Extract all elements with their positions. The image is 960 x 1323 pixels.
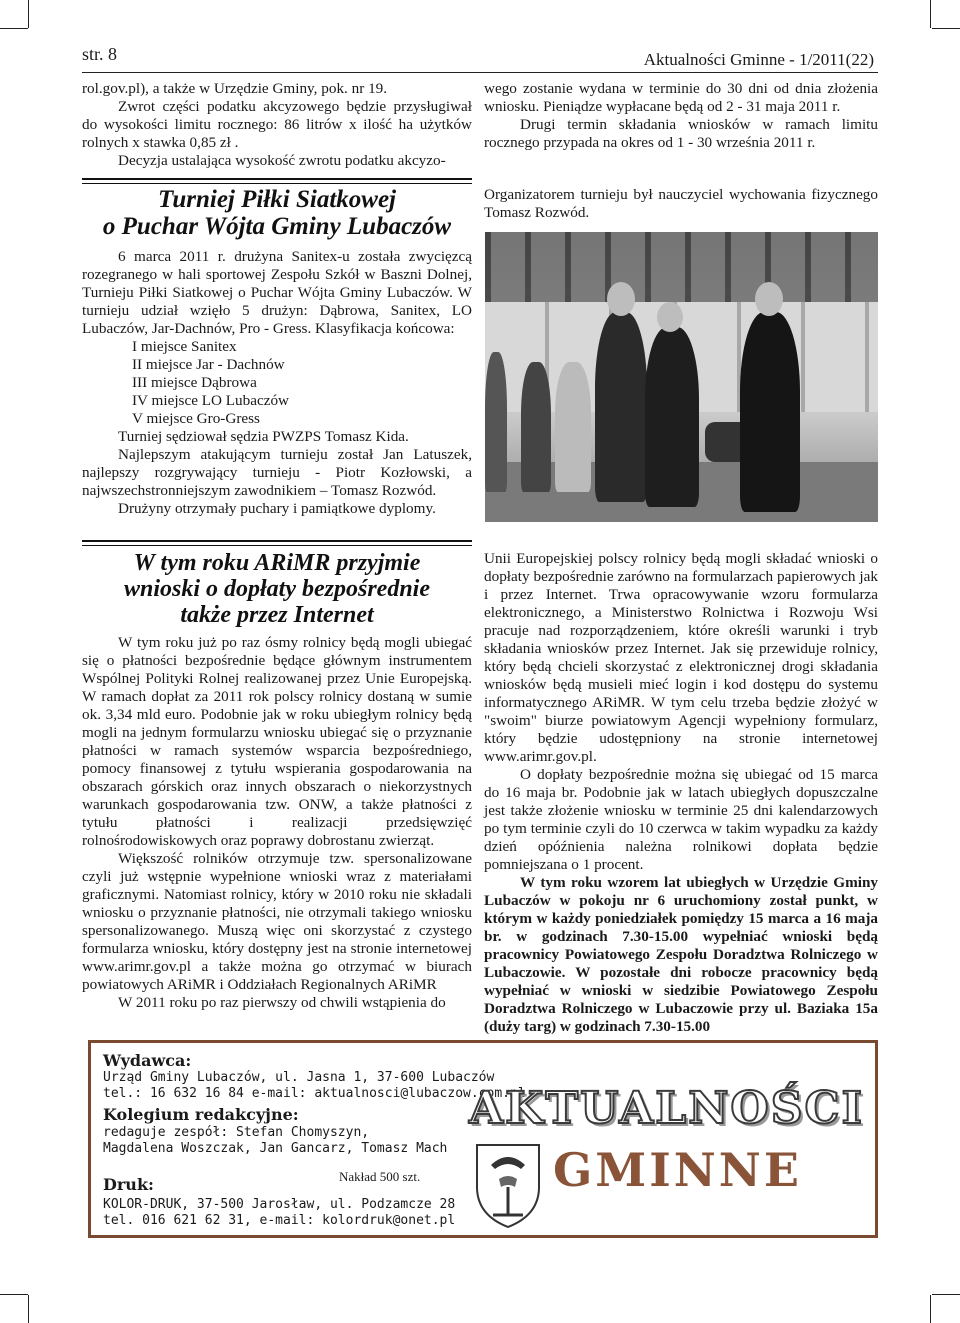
publisher-line: tel.: 16 632 16 84 e-mail: aktualnosci@lubaczow.com.pl — [103, 1086, 526, 1101]
paragraph: W tym roku już po raz ósmy rolnicy będą mogli ubiegać się o płatności bezpośrednie będące głównym instrumentem Wspólnej Polityki Rolnej realizowanej przez Unie Europejską. W ramach dopłat za 2011 rok polscy rolnicy dostaną w sumie ok. 3,34 mld euro. Podobnie jak w roku ubiegłym rolnicy będą mogli na jednym formularzu wniosku ubiegać się o przyznanie płatności w ramach systemów wsparcia bezpośredniego, pomocy finansowej z tytułu wspierania gospodarowania na obszarach górskich oraz innych obszarach o niekorzystnych warunkach gospodarowania tzw. ONW, a także płatności z tytułu płatności i realizacji przedsięwzięć rolnośrodowiskowych oraz poprawy dobrostanu zwierząt. — [82, 634, 472, 849]
paragraph: Drużyny otrzymały puchary i pamiątkowe dyplomy. — [118, 500, 436, 517]
print-line: tel. 016 621 62 31, e-mail: kolordruk@onet.pl — [103, 1213, 456, 1228]
section-divider — [82, 540, 472, 546]
article2-right-column — [484, 550, 878, 1036]
board-line: Magdalena Woszczak, Jan Gancarz, Tomasz Mach — [103, 1141, 448, 1156]
page-number: str. 8 — [82, 44, 118, 64]
paragraph: Większość rolników otrzymuje tzw. spersonalizowane czyli już wstępnie wypełnione wnioski wraz z materiałami graficznymi. Natomiast rolnicy, który w 2010 roku nie składali wniosku o przyznanie płatności, nie otrzymali takiego wniosku spersonalizowanego. Muszą więc oni skorzystać z czystego formularza wniosku, który dostępny jest na stronie internetowej www.arimr.gov.pl a także można go otrzymać w biurach powiatowych ARiMR i Oddziałach Regionalnych ARiMR — [82, 850, 472, 993]
crop-mark — [28, 1295, 29, 1323]
crop-mark — [28, 0, 29, 28]
publisher-heading: Wydawca: — [103, 1051, 192, 1070]
issue-title: Aktualności Gminne - 1/2011(22) — [643, 50, 874, 69]
crop-mark — [932, 28, 960, 29]
crop-mark — [930, 0, 931, 28]
print-heading: Druk: — [103, 1175, 154, 1194]
brand-title: AKTUALNOŚCI — [469, 1083, 865, 1134]
board-heading: Kolegium redakcyjne: — [103, 1105, 299, 1124]
paragraph: O dopłaty bezpośrednie można się ubiegać od 15 marca do 16 maja br. Podobnie jak w latach ubiegłych dopuszczalne jest także złożenie wniosku w terminie 25 dni kalendarzowych po tym terminie czyli do 10 czerwca w takim wypadku za każdy dzień opóźnienia należna rolnikowi dopłata będzie pomniejszana o 1 procent. — [484, 766, 878, 873]
title-line: o Puchar Wójta Gminy Lubaczów — [102, 213, 452, 240]
publisher-line: Urząd Gminy Lubaczów, ul. Jasna 1, 37-600 Lubaczów — [103, 1070, 495, 1085]
section-divider — [82, 178, 472, 184]
ranking-item: III miejsce Dąbrowa — [132, 374, 257, 391]
photo-person — [740, 312, 800, 512]
board-line: redaguje zespół: Stefan Chomyszyn, — [103, 1125, 370, 1140]
title-line: W tym roku ARiMR przyjmie — [133, 550, 421, 576]
masthead-box — [88, 1040, 878, 1238]
photo-head — [755, 282, 783, 316]
paragraph: Turniej sędziował sędzia PWZPS Tomasz Kida. — [118, 428, 409, 445]
ranking-item: I miejsce Sanitex — [132, 338, 237, 355]
paragraph: Organizatorem turnieju był nauczyciel wychowania fizycznego Tomasz Rozwód. — [484, 186, 878, 221]
article-title — [82, 550, 472, 628]
title-line: także przez Internet — [180, 602, 374, 628]
paragraph: W tym roku wzorem lat ubiegłych w Urzędzie Gminy Lubaczów w pokoju nr 6 uruchomiony został punkt, w którym w każdy poniedziałek pomiędzy 15 marca a 16 maja br. w godzinach 7.30-15.00 wypełniać wnioski będą pracownicy Powiatowego Zespołu Doradztwa Rolniczego w Lubaczowie. W pozostałe dni robocze pracownicy będą wypełniać w wnioski w siedzibie Powiatowego Zespołu Doradztwa Rolniczego w Lubaczowie przy ul. Baziaka 15a (duży targ) w godzinach 7.30-15.00 — [484, 874, 878, 1035]
photo-person — [595, 312, 647, 502]
paragraph: wego zostanie wydana w terminie do 30 dni od dnia złożenia wniosku. Pieniądze wypłacane będą od 2 - 31 maja 2011 r. — [484, 80, 878, 115]
coat-of-arms-icon — [471, 1135, 545, 1231]
title-line: wnioski o dopłaty bezpośrednie — [123, 576, 430, 602]
ranking-item: IV miejsce LO Lubaczów — [132, 392, 290, 409]
crop-mark — [0, 1294, 28, 1295]
crop-mark — [930, 1295, 931, 1323]
title-line: Turniej Piłki Siatkowej — [158, 186, 396, 213]
photo-ceiling — [485, 232, 878, 302]
top-left-column — [82, 80, 472, 170]
crop-mark — [932, 1294, 960, 1295]
top-right-column — [484, 80, 878, 152]
paragraph: Drugi termin składania wniosków w ramach limitu rocznego przypada na okres od 1 - 30 września 2011 r. — [484, 116, 878, 151]
paragraph: Unii Europejskiej polscy rolnicy będą mogli składać wnioski o dopłaty bezpośrednie zarówno na formularzach papierowych jak i przez Internet. Trwa opracowywanie wzoru formularza elektronicznego, a Ministerstwo Rolnictwa i Rozwoju Wsi pracuje nad rozporządzeniem, które określi warunki i tryb składania wniosków przez Internet. Jak się przewiduje rolnicy, który będą chcieli skorzystać z elektronicznej drogi składania wniosków będą musieli mieć login i kod dostępu do systemu informatycznego ARiMR. W tym celu trzeba będzie złożyć w "swoim" biurze powiatowym Agencji wypełniony formularz, który będzie udostępniony na stronie internetowej www.arimr.gov.pl. — [484, 550, 878, 765]
ranking-item: II miejsce Jar - Dachnów — [132, 356, 285, 373]
article1-body — [82, 248, 472, 518]
photo-person — [485, 352, 507, 492]
paragraph: 6 marca 2011 r. drużyna Sanitex-u została zwycięzcą rozegranego w hali sportowej Zespołu Szkół w Baszni Dolnej, Turnieju Piłki Siatkowej o Puchar Wójta Gminy Lubaczów. W turnieju udział wzięło 5 drużyn: Dąbrowa, Sanitex, LO Lubaczów, Jar-Dachnów, Pro - Gress. Klasyfikacja końcowa: — [82, 248, 472, 337]
article2-left-column — [82, 634, 472, 1012]
crop-mark — [0, 28, 28, 29]
paragraph: Zwrot części podatku akcyzowego będzie przysługiwał do wysokości limitu rocznego: 86 litrów x ilość ha użytków rolnych x stawka 0,85 zł . — [82, 98, 472, 151]
photo-person — [645, 327, 699, 507]
photo-head — [607, 282, 635, 316]
paragraph: Decyzja ustalająca wysokość zwrotu podatku akcyzo- — [118, 152, 446, 169]
circulation: Nakład 500 szt. — [339, 1169, 421, 1184]
header-rule — [82, 72, 878, 73]
print-line: KOLOR-DRUK, 37-500 Jarosław, ul. Podzamcze 28 — [103, 1197, 456, 1212]
photo-person — [555, 362, 591, 492]
photo-person — [521, 362, 551, 492]
organizer-note — [484, 186, 878, 222]
photo-head — [657, 302, 683, 332]
paragraph: rol.gov.pl), a także w Urzędzie Gminy, pok. nr 19. — [82, 80, 388, 97]
paragraph: Najlepszym atakującym turnieju został Jan Latuszek, najlepszy rozgrywający turnieju - Piotr Kozłowski, a najwszechstronniejszym zawodnikiem – Tomasz Rozwód. — [82, 446, 472, 499]
article-title — [82, 186, 472, 240]
paragraph: W 2011 roku po raz pierwszy od chwili wstąpienia do — [118, 994, 446, 1011]
brand-subtitle: GMINNE — [553, 1143, 802, 1197]
ranking-item: V miejsce Gro-Gress — [132, 410, 260, 427]
tournament-photo — [485, 232, 878, 522]
